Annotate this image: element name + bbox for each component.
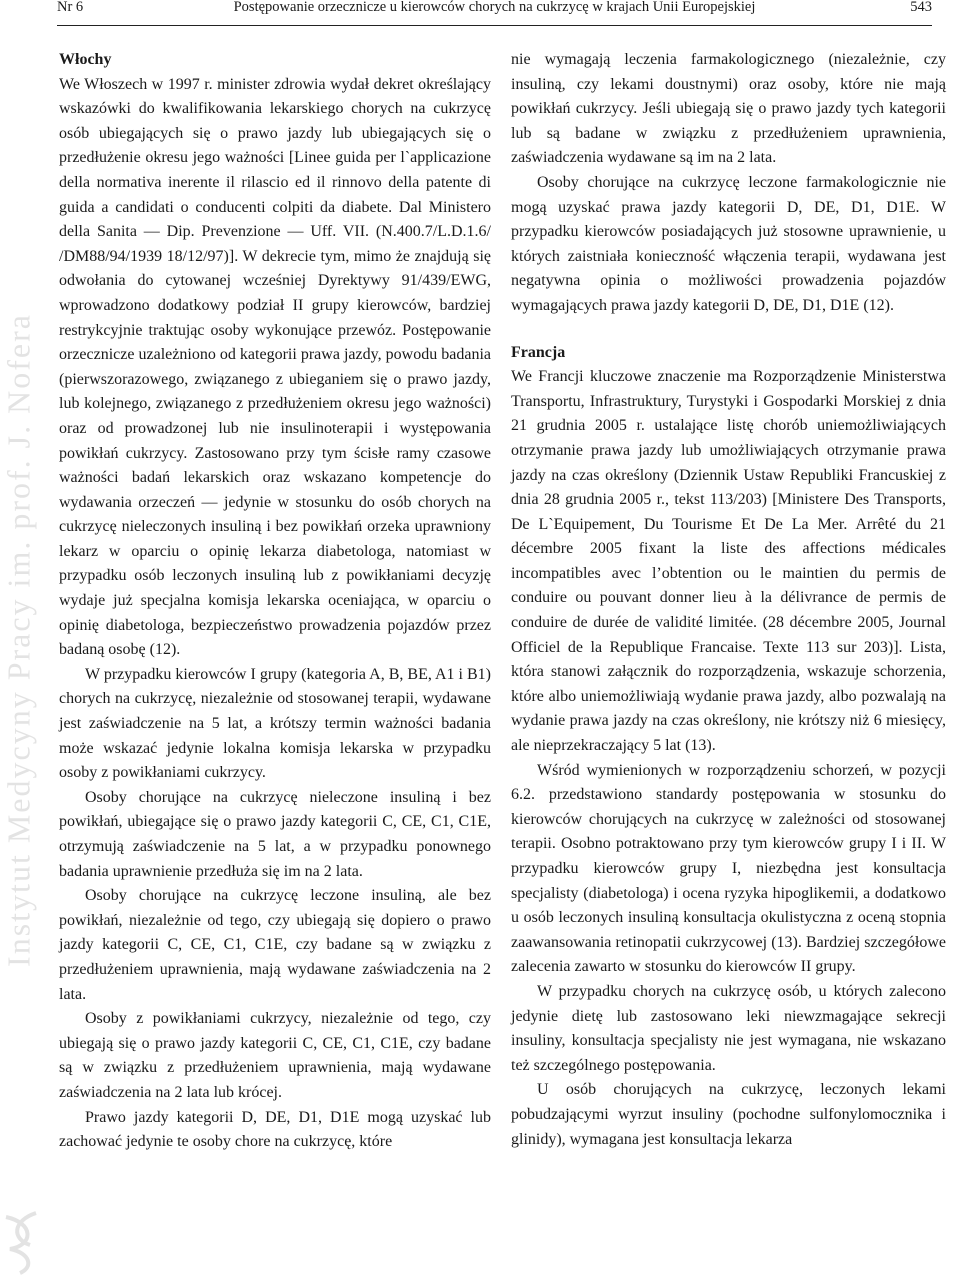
institute-logo-icon [0,1205,44,1275]
paragraph: Osoby chorujące na cukrzycę leczone insuliną, ale bez powikłań, niezależnie od tego, czy ubiegają się dopiero o prawo jazdy kategorii C, CE, C1, C1E, czy badane są w związku z przedłużeniem uprawnienia, mają wydawane zaświadczenia na 2 lata. [59,887,491,1003]
paragraph: Prawo jazdy kategorii D, DE, D1, D1E mogą uzyskać lub zachować jedynie te osoby chore na cukrzycę, które [59,1108,491,1151]
section-spacer [511,319,946,341]
paragraph: Wśród wymienionych w rozporządzeniu schorzeń, w pozycji 6.2. przedstawiono standardy postępowania w stosunku do kierowców chorujących na cukrzycę w zależności od stosowanej terapii. Osobno potraktowano przy tym kierowców grupy I i II. W przypadku kierowców grupy I, niezbędna jest konsultacja specjalisty (diabetologa) i ocena ryzyka hipoglikemii, a dodatkowo u osób leczonych insuliną konsultacja okulistyczna z oceną stopnia zaawansowania retinopatii cukrzycowej (13). Bardziej szczegółowe zalecenia zawarto w stosunku do kierowców II grupy. [511,761,946,976]
left-column [59,48,491,1155]
institute-watermark [0,100,41,1180]
paragraph: Osoby chorujące na cukrzycę leczone farmakologicznie nie mogą uzyskać prawa jazdy kategorii D, DE, D1, D1E. W przypadku kierowców posiadających już stosowne uprawnienie, u których zaistniała konieczność włączenia terapii, wydawana jest negatywna opinia o możliwości prowadzenia pojazdów wymagających prawa jazdy kategorii D, DE, D1, D1E (12). [511,173,946,314]
paragraph: We Włoszech w 1997 r. minister zdrowia wydał dekret określający wskazówki do kwalifikowania lekarskiego chorych na cukrzycę osób ubiegających się o prawo jazdy lub ubiegających się o przedłużenie okresu jego ważności [Linee guida per l`applicazione della normativa inerente il rilascio ed il rinnovo della patente di guida a candidati o conducenti colpiti da diabete. Dal Ministero della Sanita — Dip. Prevenzione — Uff. VII. (N.400.7/L.D.1.6/ /DM88/94/1939 18/12/97)]. W dekrecie tym, mimo że znajdują się odwołania do cytowanej wcześniej Dyrektywy 91/439/EWG, wprowadzono dodatkowy podział II grupy kierowców, bardziej restrykcyjnie traktując osoby wykonujące przewóz. Postępowanie orzecznicze uzależniono od kategorii prawa jazdy, powodu badania (pierwszorazowego, związanego z ubieganiem się o prawo jazdy, lub kolejnego, związanego z przedłużeniem okresu jego ważności) oraz od prowadzonej lub nie insulinoterapii i występowania powikłań cukrzycy. Zastosowano przy tym ścisłe ramy czasowe ważności badań lekarskich oraz wskazano kompetencje do wydawania orzeczeń — jedynie w stosunku do osób chorych na cukrzycę nieleczonych insuliną i bez powikłań orzeka uprawniony lekarz w oparciu o opinię lekarza diabetologa, natomiast w przypadku osób leczonych insuliną lub z powikłaniami decyzję wydaje już specjalna komisja lekarska oceniająca, w oparciu o opinię diabetologa, bezpieczeństwo prowadzenia pojazdów przez badaną osobę (12). [59,75,491,659]
running-title: Postępowanie orzecznicze u kierowców chorych na cukrzycę w krajach Unii Europejskiej [233,0,756,15]
issue-number: Nr 6 [57,0,84,15]
paragraph: W przypadku chorych na cukrzycę osób, u których zalecono jedynie dietę lub zastosowano leki niewzmagające sekrecji insuliny, konsultacja specjalisty nie jest wymagana, nie wskazano też szczególnego postępowania. [511,982,946,1074]
right-column [511,48,946,1152]
paragraph: Osoby z powikłaniami cukrzycy, niezależnie od tego, czy ubiegają się o prawo jazdy kategorii C, CE, C1, C1E, czy badane są w związku z przedłużeniem uprawnienia, mają wydawane zaświadczenia na 2 lata lub krócej. [59,1010,491,1101]
section-heading-francja: Francja [511,343,566,361]
paragraph: nie wymagają leczenia farmakologicznego (niezależnie, czy insuliną, czy lekami doustnymi) oraz osoby, które nie mają powikłań cukrzycy. Jeśli ubiegają się o prawo jazdy tych kategorii lub są badane w związku z przedłużeniem uprawnienia, zaświadczenia wydawane są im na 2 lata. [511,51,946,167]
paragraph: Osoby chorujące na cukrzycę nieleczone insuliną i bez powikłań, ubiegające się o prawo jazdy kategorii C, CE, C1, C1E, otrzymują zaświadczenie na 5 lat, a w przypadku ponownego badania uprawnienie przedłuża się im na 2 lata. [59,788,491,880]
page-number: 543 [910,0,932,15]
paragraph: U osób chorujących na cukrzycę, leczonych lekami pobudzającymi wyrzut insuliny (pochodne sulfonylomocznika i glinidy), wymagana jest konsultacja lekarza [511,1081,946,1148]
paragraph: We Francji kluczowe znaczenie ma Rozporządzenie Ministerstwa Transportu, Infrastruktury, Turystyki i Gospodarki Morskiej z dnia 21 grudnia 2005 r. ustalające listę chorób uniemożliwiających otrzymanie prawa jazdy lub umożliwiających otrzymanie prawa jazdy na czas określony (Dziennik Ustaw Republiki Francuskiej z dnia 28 grudnia 2005 r., tekst 113/203) [Ministere Des Transports, De L`Equipement, Du Tourisme Et De La Mer. Arrêté du 21 décembre 2005 fixant la liste des affections médicales incompatibles avec l’obtention ou le maintien du permis de conduire ou pouvant donner lieu à la délivrance de permis de conduire de durée de validité limitée. (28 décembre 2005, Journal Officiel de la Republique Francaise. Texte 113 sur 203)]. Lista, która stanowi załącznik do rozporządzenia, wskazuje schorzenia, które albo uniemożliwiają wydanie prawa jazdy, albo pozwalają na wydanie prawa jazdy na czas określony, nie krótszy niż 6 miesięcy, ale nieprzekraczający 5 lat (13). [511,368,946,755]
section-heading-wlochy: Włochy [59,51,112,68]
paragraph: W przypadku kierowców I grupy (kategoria A, B, BE, A1 i B1) chorych na cukrzycę, niezależnie od stosowanej terapii, wydawane jest zaświadczenie na 5 lat, a krótszy termin ważności badania może wskazać jedynie lokalna komisja lekarska w przypadku osoby z powikłaniami cukrzycy. [59,665,491,782]
running-header [57,0,932,26]
watermark-text: Instytut Medycyny Pracy im. prof. J. Nofera [0,313,37,967]
